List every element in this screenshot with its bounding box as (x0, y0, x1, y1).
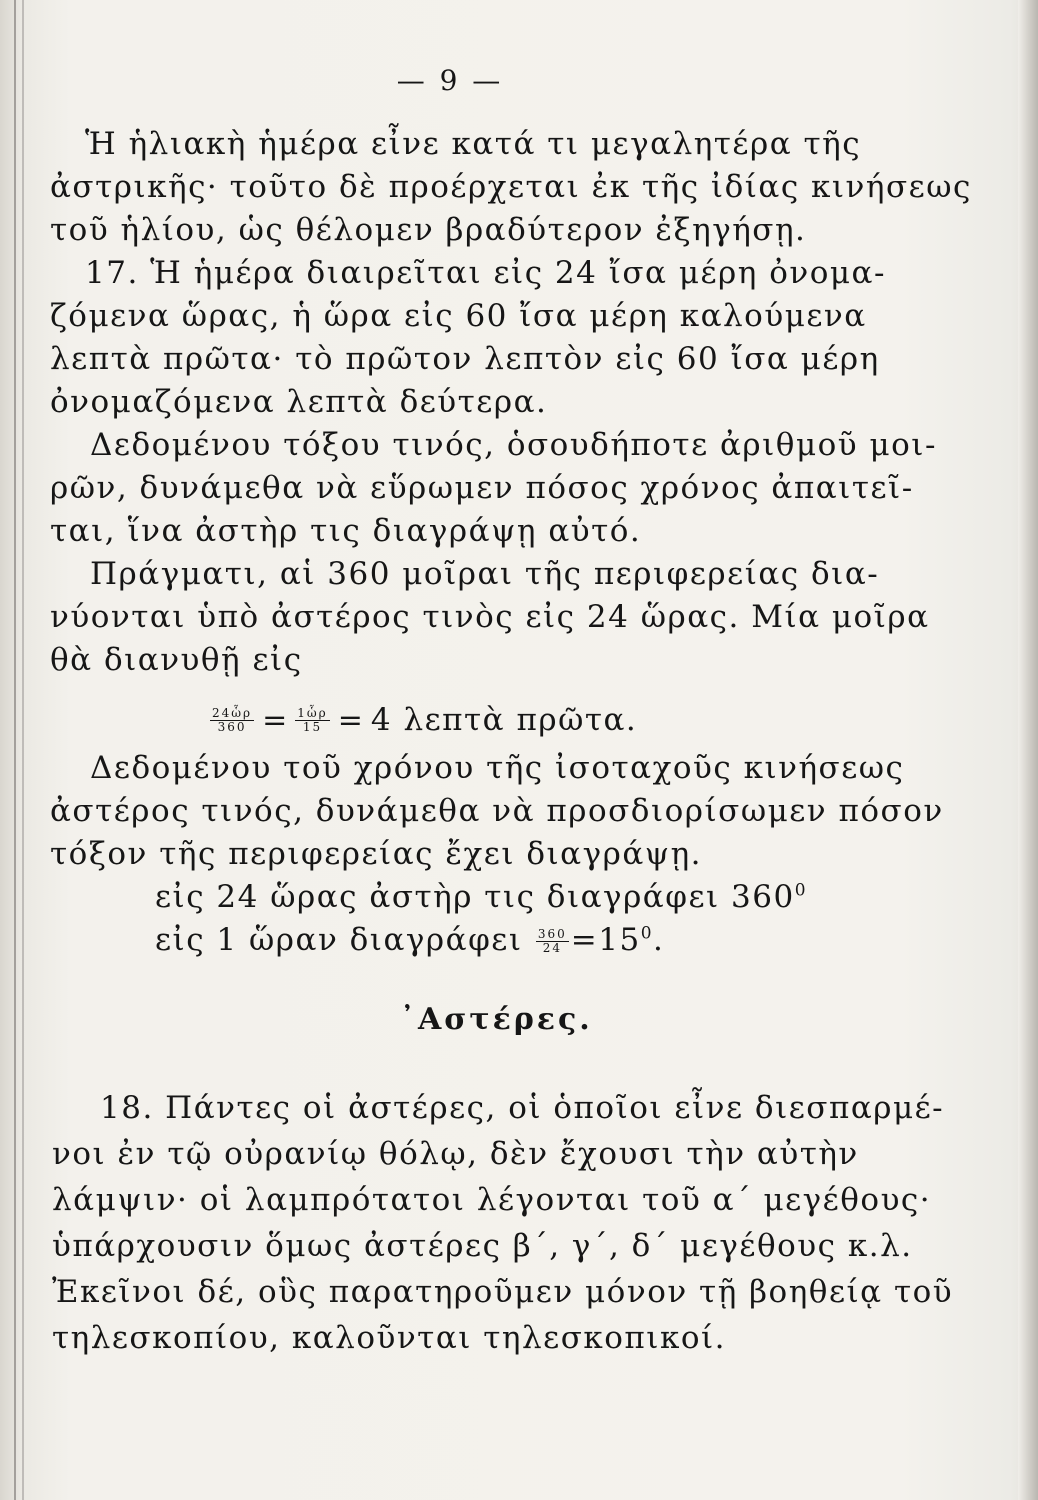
equals-sign: = (262, 702, 288, 738)
page-number: — 9 — (396, 64, 504, 97)
text-line: ρῶν, δυνάμεθα νὰ εὕρωμεν πόσος χρόνος ἀπαιτεῖ- (50, 470, 914, 506)
text-line: νύονται ὑπὸ ἀστέρος τινὸς εἰς 24 ὥρας. Μία μοῖρα (50, 599, 930, 635)
text-line: Ἐκεῖνοι δέ, οὓς παρατηροῦμεν μόνον τῇ βοηθείᾳ τοῦ (52, 1274, 954, 1310)
text-line: Δεδομένου τόξου τινός, ὁσουδήποτε ἀριθμοῦ μοι- (90, 427, 937, 463)
fraction-denominator: 360 (217, 719, 247, 734)
text-line: 17. Ἡ ἡμέρα διαιρεῖται εἰς 24 ἴσα μέρη ὀνομα- (85, 255, 886, 291)
text-line: ζόμενα ὥρας, ἡ ὥρα εἰς 60 ἴσα μέρη καλούμενα (50, 298, 867, 334)
degree-mark: 0 (640, 923, 654, 944)
calc-text: εἰς 1 ὥραν διαγράφει (155, 922, 523, 958)
fraction (295, 707, 329, 734)
degree-mark: 0 (794, 880, 808, 901)
binding-edge-line (14, 0, 16, 1500)
text-line: ὑπάρχουσιν ὅμως ἀστέρες β΄, γ΄, δ΄ μεγέθους κ.λ. (52, 1228, 913, 1264)
fraction (210, 707, 254, 734)
text-line: νοι ἐν τῷ οὐρανίῳ θόλῳ, δὲν ἔχουσι τὴν αὐτὴν (52, 1136, 859, 1172)
text-line: τόξον τῆς περιφερείας ἔχει διαγράψῃ. (50, 836, 703, 872)
section-heading: ᾿Αστέρες. (400, 1002, 593, 1037)
text-line: λεπτὰ πρῶτα· τὸ πρῶτον λεπτὸν εἰς 60 ἴσα μέρη (50, 341, 880, 377)
binding-edge-line-inner (22, 0, 24, 1500)
fraction-numerator: 360 (537, 927, 567, 941)
equals-sign: = (337, 702, 363, 738)
text-line: τηλεσκοπίου, καλοῦνται τηλεσκοπικοί. (52, 1320, 726, 1356)
text-line: θὰ διανυθῇ εἰς (50, 642, 303, 678)
formula-result: 4 λεπτὰ πρῶτα. (370, 702, 638, 738)
fraction-denominator: 15 (302, 719, 323, 734)
fraction-numerator: 1ὧρ (297, 705, 328, 720)
calc-line (155, 877, 807, 917)
calc-end: . (653, 922, 665, 958)
text-line: λάμψιν· οἱ λαμπρότατοι λέγονται τοῦ α΄ μεγέθους· (52, 1182, 932, 1218)
text-line: Ἡ ἡλιακὴ ἡμέρα εἶνε κατά τι μεγαλητέρα τῆς (85, 126, 862, 162)
text-line: ἀστέρος τινός, δυνάμεθα νὰ προσδιορίσωμεν πόσον (50, 793, 944, 829)
calc-line (155, 920, 664, 960)
fraction-numerator: 24ὧρ (212, 705, 253, 720)
text-line: τοῦ ἡλίου, ὡς θέλομεν βραδύτερον ἐξηγήσῃ. (50, 212, 807, 248)
text-line: 18. Πάντες οἱ ἀστέρες, οἱ ὁποῖοι εἶνε διεσπαρμέ- (100, 1090, 945, 1126)
calc-result: =15 (570, 922, 641, 958)
page-right-edge (1018, 0, 1038, 1500)
calc-text: εἰς 24 ὥρας ἀστὴρ τις διαγράφει 360 (155, 879, 795, 915)
text-line: ται, ἵνα ἀστὴρ τις διαγράψῃ αὐτό. (50, 513, 642, 549)
text-line: ἀστρικῆς· τοῦτο δὲ προέρχεται ἐκ τῆς ἰδίας κινήσεως (50, 169, 972, 205)
text-line: Πράγματι, αἱ 360 μοῖραι τῆς περιφερείας δια- (90, 556, 880, 592)
fraction-denominator: 24 (542, 941, 562, 955)
formula (210, 690, 637, 750)
text-line: Δεδομένου τοῦ χρόνου τῆς ἰσοταχοῦς κινήσεως (90, 750, 905, 786)
text-line: ὀνομαζόμενα λεπτὰ δεύτερα. (50, 384, 548, 420)
fraction (536, 928, 569, 955)
